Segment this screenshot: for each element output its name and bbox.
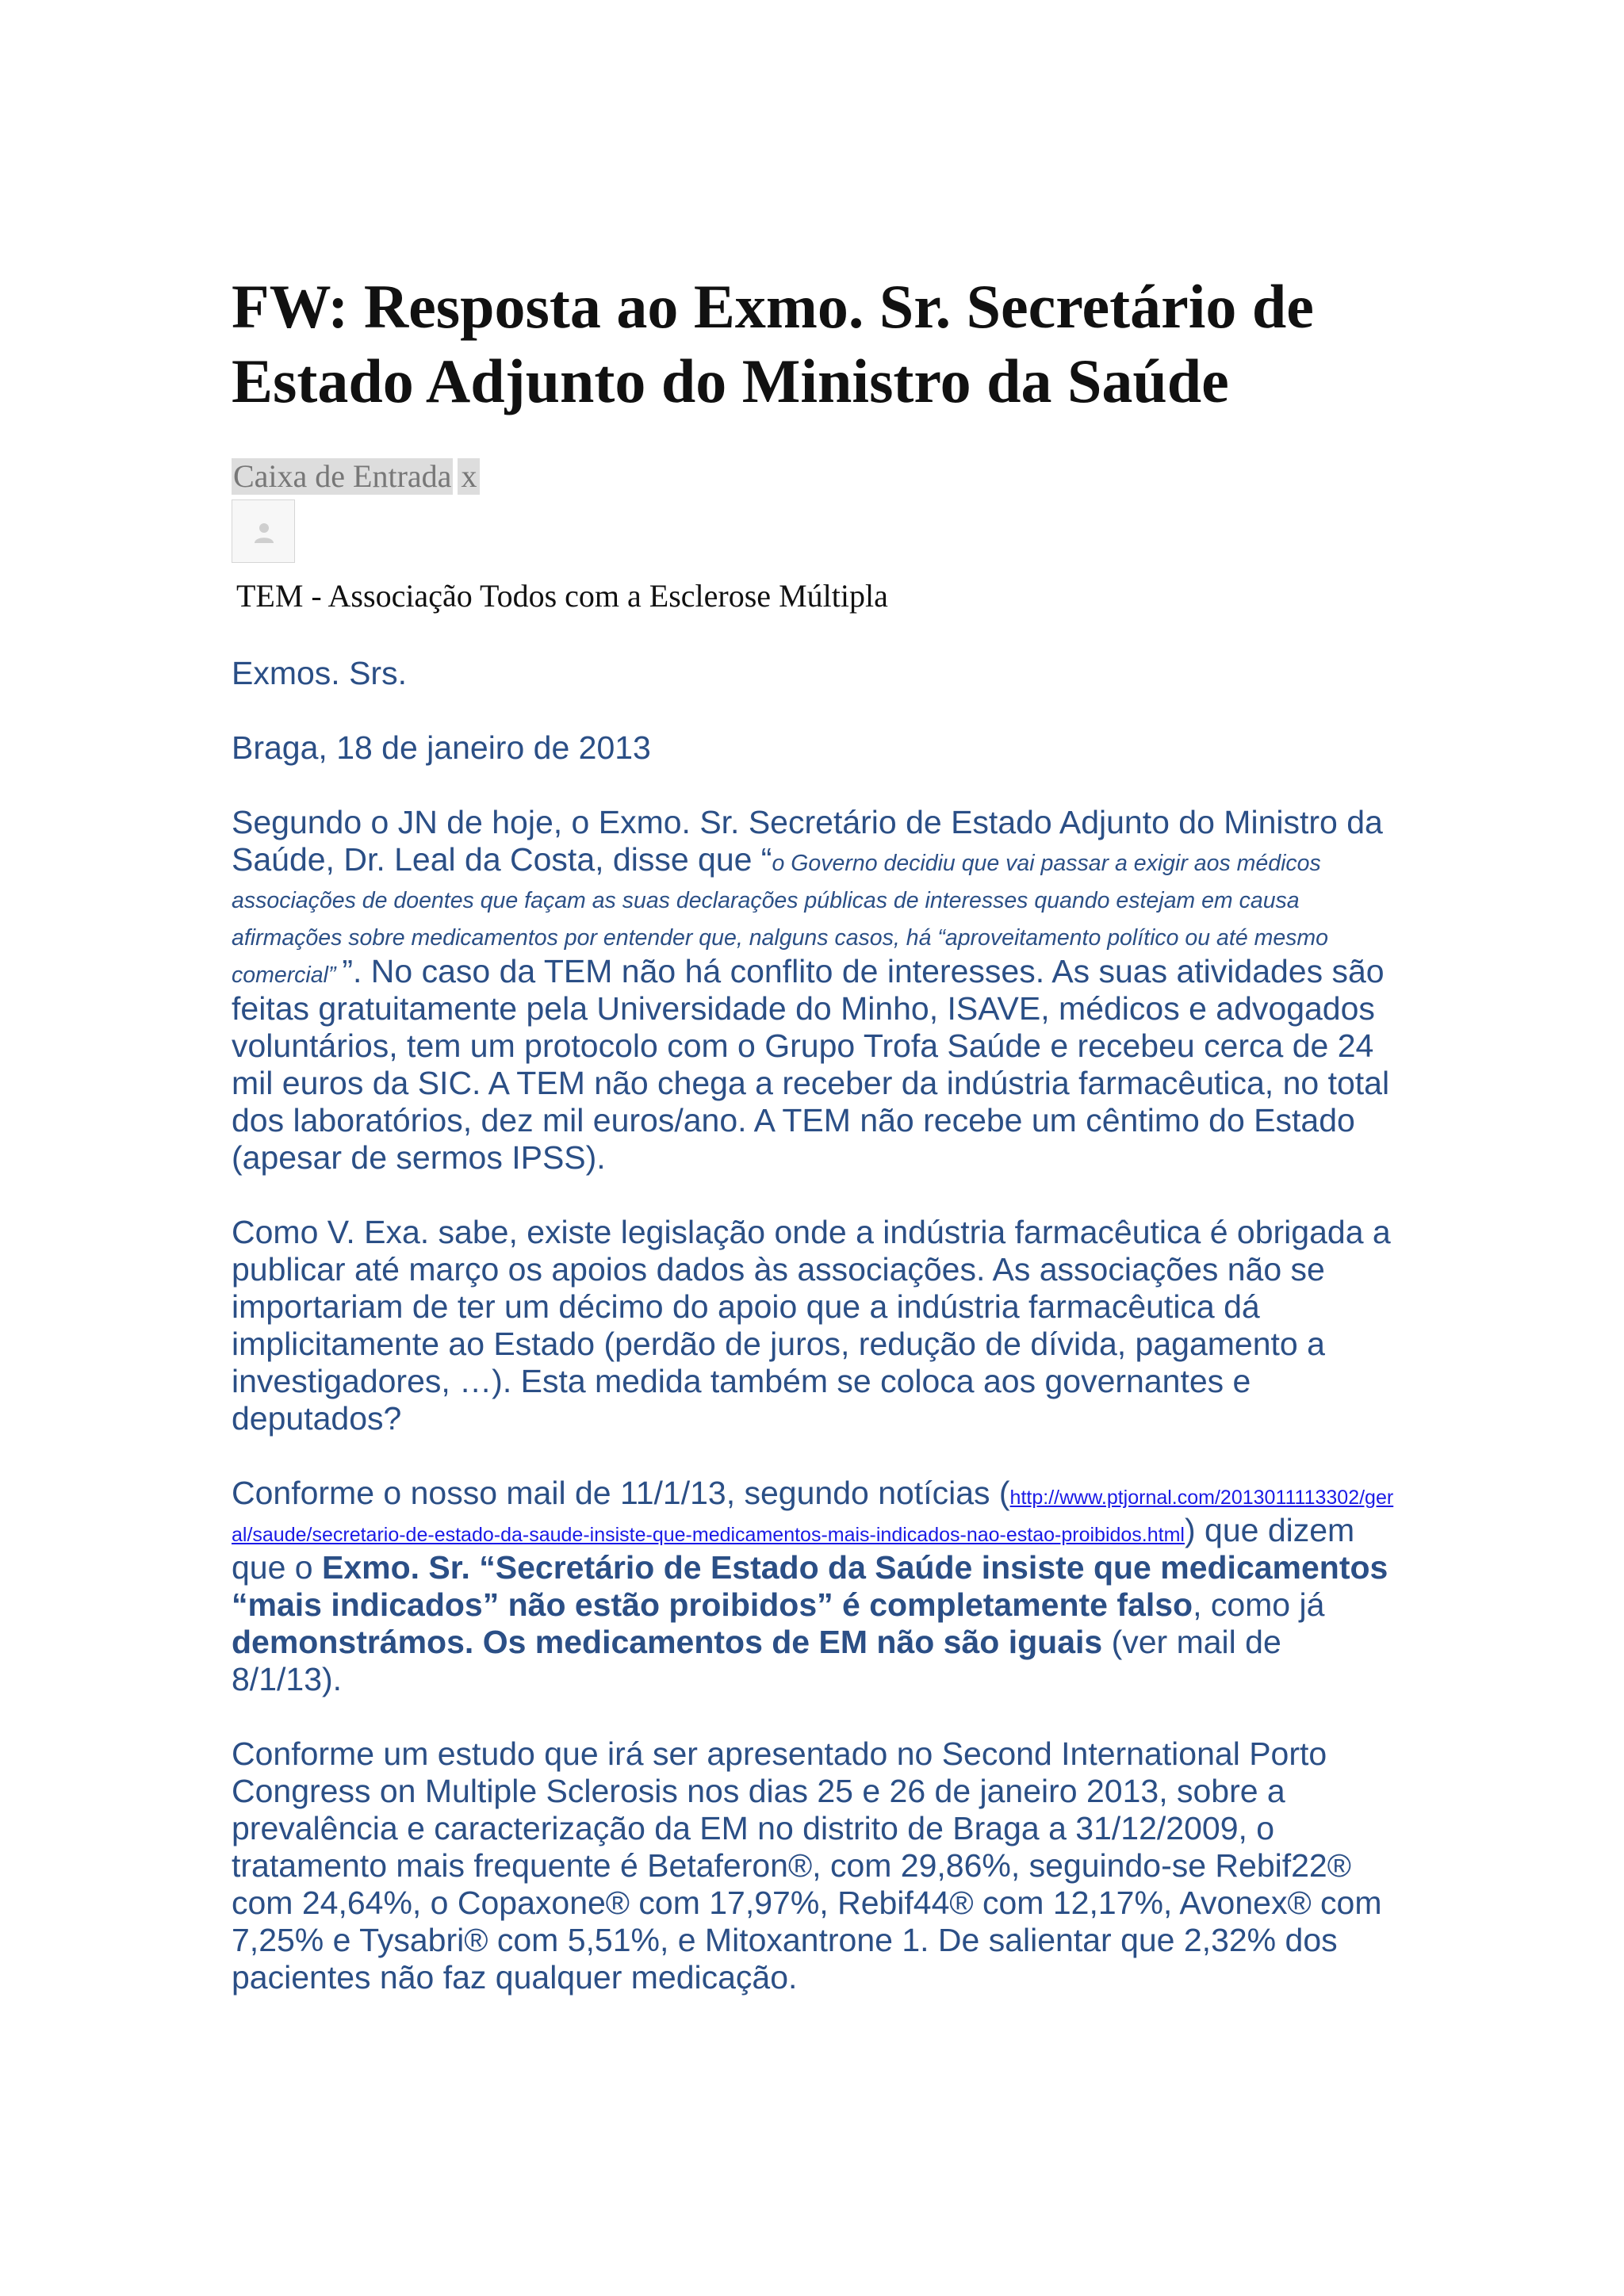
paragraph-4: Conforme um estudo que irá ser apresentado no Second International Porto Congress on Multiple Sclerosis nos dias 25 e 26 de janeiro 2013, sobre a prevalência e caracterização da EM no distrito de Braga a 31/12/2009, o tratamento mais frequente é Betaferon®, com 29,86%, seguindo-se Rebif22® com 24,64%, o Copaxone® com 17,97%, Rebif44® com 12,17%, Avonex® com 7,25% e Tysabri® com 5,51%, e Mitoxantrone 1. De salientar que 2,32% dos pacientes não faz qualquer medicação. [232,1735,1382,1996]
date-line: Braga, 18 de janeiro de 2013 [232,729,651,766]
paragraph-3-mid2: , como já [1193,1586,1325,1623]
paragraph-3-end: (ver mail de 8/1/13). [232,1624,1281,1697]
paragraph-1-intro: Segundo o JN de hoje, o Exmo. Sr. Secretário de Estado Adjunto do Ministro da Saúde, Dr. Leal da Costa, disse que “ [232,804,1383,878]
paragraph-3-intro: Conforme o nosso mail de 11/1/13, segundo notícias ( [232,1475,1010,1511]
remove-label-button[interactable]: x [458,458,480,495]
greeting: Exmos. Srs. [232,655,407,691]
news-link[interactable]: http://www.ptjornal.com/2013011113302/geral/saude/secretario-de-estado-da-saude-insiste-que-medicamentos-mais-indicados-nao-estao-proibidos.html [232,1487,1394,1546]
bold-demonstrated: demonstrámos. Os medicamentos de EM não são iguais [232,1624,1103,1660]
email-view [232,270,1397,2034]
paragraph-3-mid: ) que dizem que o [232,1512,1355,1586]
person-icon [251,519,277,545]
sender-avatar [232,499,295,563]
sender-name: TEM - Associação Todos com a Esclerose Múltipla [236,578,888,614]
label-inbox[interactable]: Caixa de Entrada [233,458,452,494]
email-body [232,655,1397,1996]
email-subject: FW: Resposta ao Exmo. Sr. Secretário de Estado Adjunto do Ministro da Saúde [232,272,1314,415]
bold-claim: Exmo. Sr. “Secretário de Estado da Saúde insiste que medicamentos “mais indicados” não estão proibidos” é completamente falso [232,1549,1388,1623]
paragraph-1 [232,804,1397,1177]
quoted-statement: o Governo decidiu que vai passar a exigir aos médicos associações de doentes que façam as suas declarações públicas de interesses quando estejam em causa afirmações sobre medicamentos por entender que, nalguns casos, há “aproveitamento político ou até mesmo comercial” [232,851,1329,988]
label-bar [232,458,1397,495]
paragraph-2: Como V. Exa. sabe, existe legislação onde a indústria farmacêutica é obrigada a publicar até março os apoios dados às associações. As associações não se importariam de ter um décimo do apoio que a indústria farmacêutica dá implicitamente ao Estado (perdão de juros, redução de dívida, pagamento a investigadores, …). Esta medida também se coloca aos governantes e deputados? [232,1214,1391,1437]
paragraph-1-rest: ”. No caso da TEM não há conflito de interesses. As suas atividades são feitas gratuitamente pela Universidade do Minho, ISAVE, médicos e advogados voluntários, tem um protocolo com o Grupo Trofa Saúde e recebeu cerca de 24 mil euros da SIC. A TEM não chega a receber da indústria farmacêutica, no total dos laboratórios, dez mil euros/ano. A TEM não recebe um cêntimo do Estado (apesar de sermos IPSS). [232,953,1390,1176]
paragraph-3 [232,1475,1397,1698]
